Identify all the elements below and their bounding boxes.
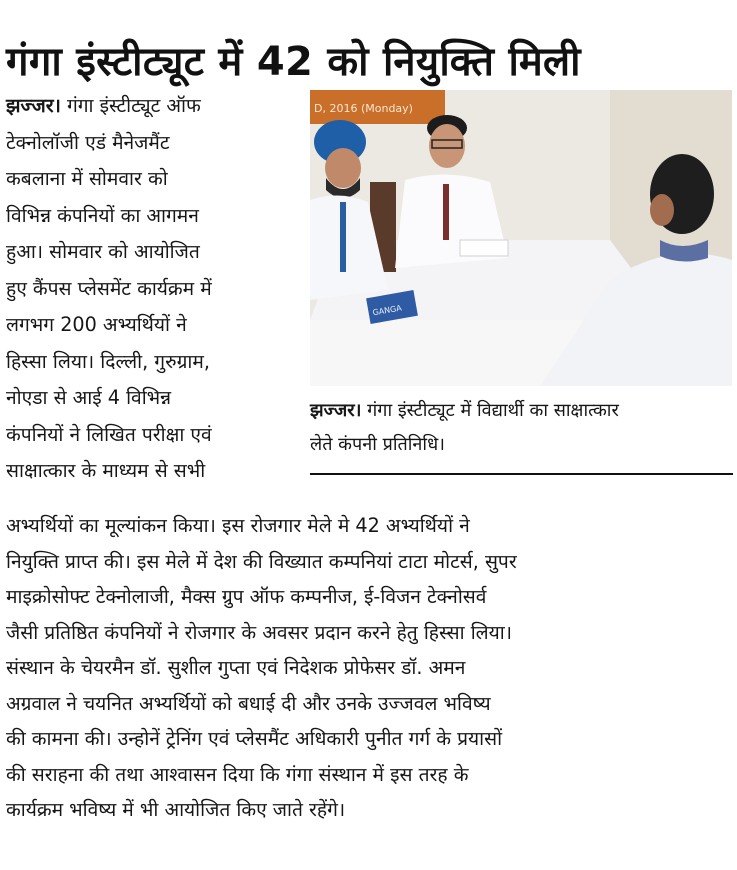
photo-illustration — [310, 90, 732, 386]
body-line: की कामना की। उन्होनें ट्रेनिंग एवं प्लेसमैंट अधिकारी पुनीत गर्ग के प्रयासों — [6, 727, 503, 750]
body-line: हुए कैंपस प्लेसमेंट कार्यक्रम में — [6, 276, 212, 300]
body-line: संस्थान के चेयरमैन डॉ. सुशील गुप्ता एवं निदेशक प्रोफेसर डॉ. अमन — [6, 656, 466, 679]
body-line: लगभग 200 अभ्यर्थियों ने — [6, 313, 187, 336]
full-width-text — [6, 508, 732, 828]
body-line: विभिन्न कंपनियों का आगमन — [6, 203, 199, 227]
body-line: टेक्नोलॉजी एडं मैनेजमैंट — [6, 130, 170, 154]
body-line: कार्यक्रम भविष्य में भी आयोजित किए जाते रहेंगे। — [6, 798, 346, 821]
caption-dateline: झज्जर। — [310, 400, 362, 421]
body-line: साक्षात्कार के माध्यम से सभी — [6, 459, 206, 482]
body-line: कंपनियों ने लिखित परीक्षा एवं — [6, 422, 212, 446]
caption-divider — [310, 473, 733, 475]
face — [429, 124, 465, 168]
body-line: जैसी प्रतिष्ठित कंपनियों ने रोजगार के अवसर प्रदान करने हेतु हिस्सा लिया। — [6, 620, 513, 644]
body-line: हुआ। सोमवार को आयोजित — [6, 240, 200, 263]
body-line: हिस्सा लिया। दिल्ली, गुरुग्राम, — [6, 349, 210, 373]
body-line: नियुक्ति प्राप्त की। इस मेले में देश की विख्यात कम्पनियां टाटा मोटर्स, सुपर — [6, 549, 517, 573]
body-line: झज्जर। गंगा इंस्टीट्यूट ऑफ — [6, 94, 201, 117]
body-line: की सराहना की तथा आश्वासन दिया कि गंगा संस्थान में इस तरह के — [6, 762, 469, 786]
banner-text: D, 2016 (Monday) — [314, 102, 413, 115]
photo-caption — [310, 394, 734, 462]
interview-photo — [310, 90, 732, 386]
headline: गंगा इंस्टीट्यूट में 42 को नियुक्ति मिली — [6, 38, 581, 85]
left-column-text — [6, 88, 302, 490]
paper — [460, 240, 508, 256]
caption-line: झज्जर। गंगा इंस्टीट्यूट में विद्यार्थी का साक्षात्कार — [310, 400, 619, 421]
body-line: अभ्यर्थियों का मूल्यांकन किया। इस रोजगार मेले मे 42 अभ्यर्थियों ने — [6, 514, 470, 537]
student-ear — [650, 194, 674, 226]
dateline: झज्जर। — [6, 94, 61, 117]
caption-line: लेते कंपनी प्रतिनिधि। — [310, 434, 445, 455]
body-line: नोएडा से आई 4 विभिन्न — [6, 386, 172, 409]
tie — [340, 202, 346, 272]
body-line: कबलाना में सोमवार को — [6, 167, 168, 190]
face — [325, 148, 361, 188]
tie — [443, 184, 449, 240]
book-title: GANGA — [371, 303, 403, 318]
body-line: अग्रवाल ने चयनित अभ्यर्थियों को बधाई दी और उनके उज्जवल भविष्य — [6, 691, 491, 715]
body-line: माइक्रोसोफ्ट टेक्नोलाजी, मैक्स ग्रुप ऑफ कम्पनीज, ई-विजन टेक्नोसर्व — [6, 585, 487, 608]
